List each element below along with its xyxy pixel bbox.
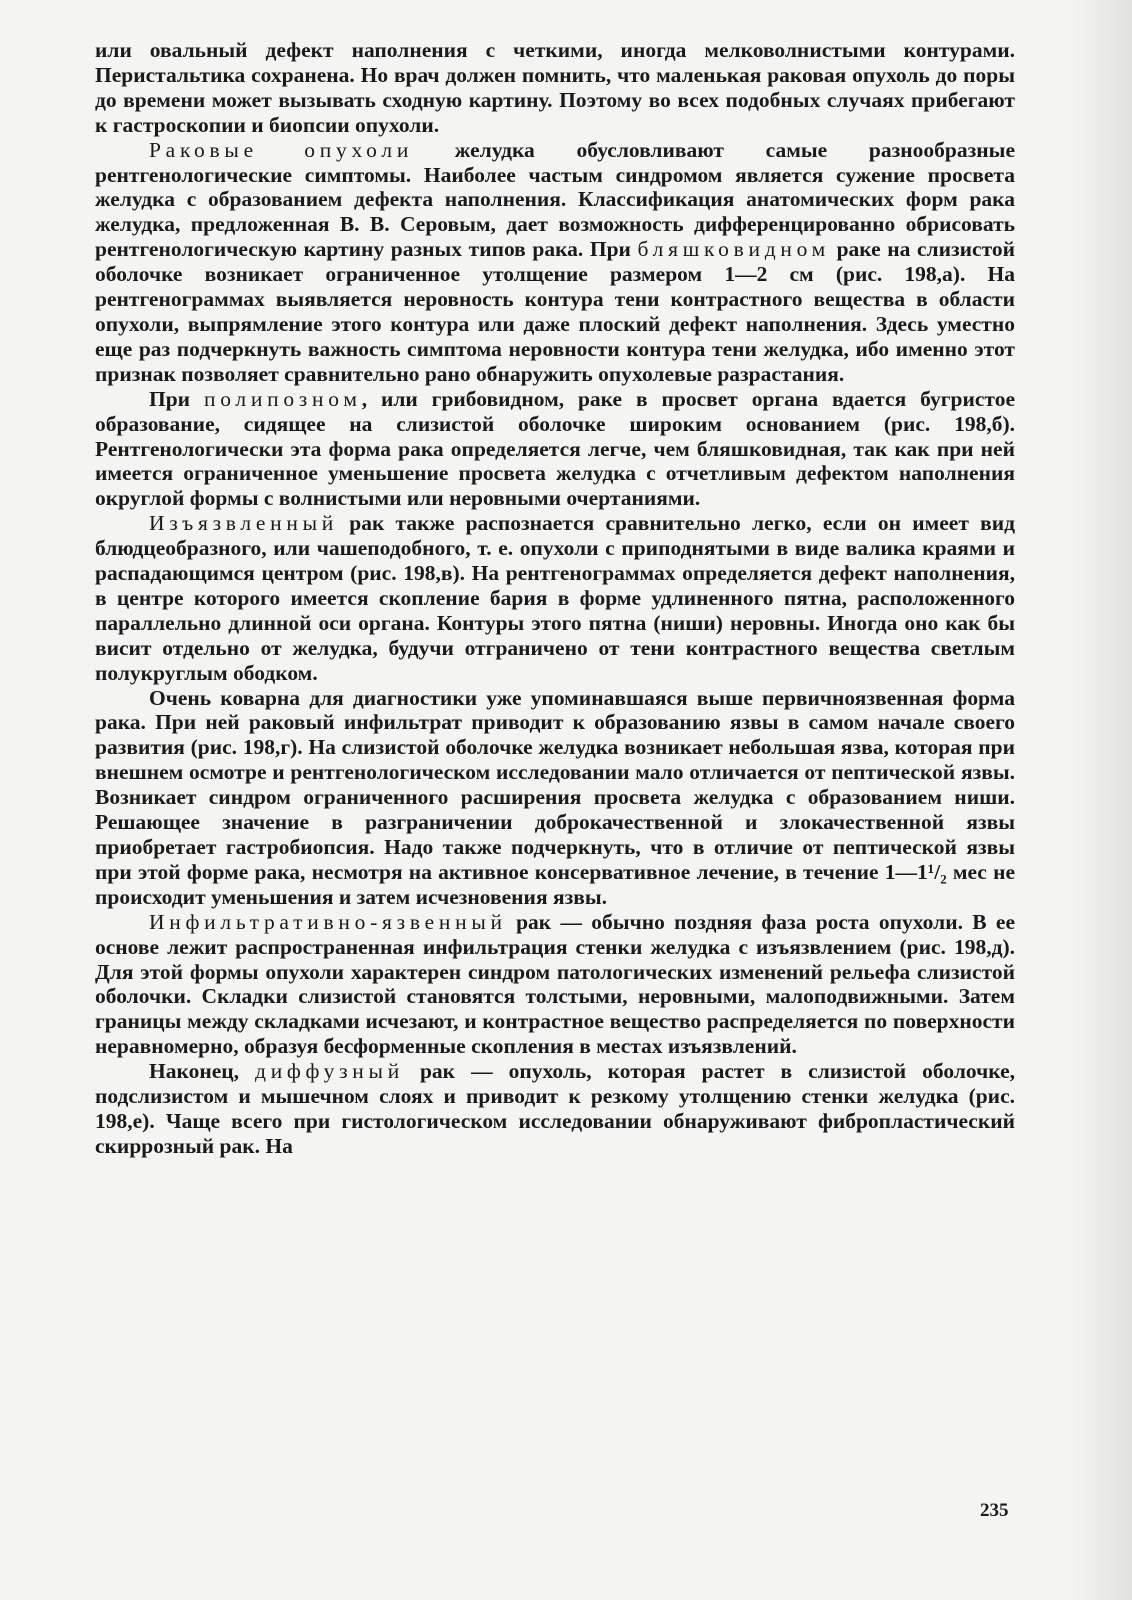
- paragraph-text: рак — обычно поздняя фаза роста опухоли. В ее основе лежит распространенная инфильтрация стенки желудка с изъязвлением (рис. 198,д). Для этой формы опухоли характерен синдром патологических изменений рельефа слизистой оболочки. Складки слизистой становятся толстыми, неровными, малоподвижными. Затем границы между складками исчезают, и контрастное вещество распределяется по поверхности неравномерно, образуя бесформенные скопления в местах изъязвлений.: [95, 909, 1015, 1059]
- paragraph-text: , или грибовидном, раке в просвет органа вдается бугристое образование, сидящее на слизистой оболочке широким основанием (рис. 198,б). Рентгенологически эта форма рака определяется легче, чем бляшковидная, так как при ней имеется ограниченное уменьшение просвета желудка с отчетливым дефектом наполнения округлой формы с волнистыми или неровными очертаниями.: [95, 386, 1015, 511]
- paragraph-5: [95, 910, 1015, 1059]
- spaced-term: полипозном: [203, 386, 362, 411]
- spaced-term: бляшковидном: [637, 237, 831, 262]
- paragraph-0: [95, 38, 1015, 138]
- paragraph-text: рак — опухоль, которая растет в слизистой оболочке, подслизистом и мышечном слоях и приводит к резкому утолщению стенки желудка (рис. 198,е). Чаще всего при гистологическом исследовании обнаруживают фибропластический скиррозный рак. На: [95, 1059, 1015, 1158]
- paragraph-text: Наконец,: [149, 1059, 256, 1084]
- paragraph-text: Очень коварна для диагностики уже упоминавшаяся выше первичноязвенная форма рака. При ней раковый инфильтрат приводит к образованию язвы в самом начале своего развития (рис. 198,г). На слизистой оболочке желудка возникает небольшая язва, которая при внешнем осмотре и рентгенологическом исследовании мало отличается от пептической язвы. Возникает синдром ограниченного расширения просвета желудка с образованием ниши. Решающее значение в разграничении доброкачественной и злокачественной язвы приобретает гастробиопсия. Надо также подчеркнуть, что в отличие от пептической язвы при этой форме рака, несмотря на активное консервативное лечение, в течение 1—1¹/₂ мес не происходит уменьшения и затем исчезновения язвы.: [95, 685, 1015, 909]
- paragraph-6: [95, 1059, 1015, 1159]
- paragraph-text: или овальный дефект наполнения с четкими, иногда мелковолнистыми контурами. Перистальтика сохранена. Но врач должен помнить, что маленькая раковая опухоль до поры до времени может вызывать сходную картину. Поэтому во всех подобных случаях прибегают к гастроскопии и биопсии опухоли.: [95, 38, 1015, 137]
- paragraph-text: раке на слизистой оболочке возникает ограниченное утолщение размером 1—2 см (рис. 198,а). На рентгенограммах выявляется неровность контура тени контрастного вещества в области опухоли, выпрямление этого контура или даже плоский дефект наполнения. Здесь уместно еще раз подчеркнуть важность симптома неровности контура тени желудка, ибо именно этот признак позволяет сравнительно рано обнаружить опухолевые разрастания.: [95, 237, 1015, 386]
- page-edge-shadow: [1072, 0, 1132, 1600]
- paragraph-1: [95, 138, 1015, 387]
- paragraph-2: [95, 387, 1015, 512]
- paragraph-text: При: [149, 386, 204, 411]
- page-number: 235: [980, 1500, 1009, 1521]
- spaced-term: диффузный: [255, 1059, 404, 1084]
- paragraph-text: желудка обусловливают самые разнообразные рентгенологические симптомы. Наиболее частым синдромом является сужение просвета желудка с образованием дефекта наполнения. Классификация анатомических форм рака желудка, предложенная В. В. Серовым, дает возможность дифференцированно обрисовать рентгенологическую картину разных типов рака. При: [95, 137, 1015, 262]
- paragraph-4: [95, 686, 1015, 910]
- paragraph-3: [95, 511, 1015, 685]
- body-text: [95, 38, 1015, 1159]
- spaced-term: Раковые опухоли: [149, 137, 414, 162]
- spaced-term: Изъязвленный: [149, 511, 339, 536]
- spaced-term: Инфильтративно-язвенный: [149, 909, 507, 934]
- paragraph-text: рак также распознается сравнительно легко, если он имеет вид блюдцеобразного, или чашеподобного, т. е. опухоли с приподнятыми в виде валика краями и распадающимся центром (рис. 198,в). На рентгенограммах определяется дефект наполнения, в центре которого имеется скопление бария в форме удлиненного пятна, расположенного параллельно длинной оси органа. Контуры этого пятна (ниши) неровны. Иногда оно как бы висит отдельно от желудка, будучи отграничено от тени контрастного вещества светлым полукруглым ободком.: [95, 511, 1015, 685]
